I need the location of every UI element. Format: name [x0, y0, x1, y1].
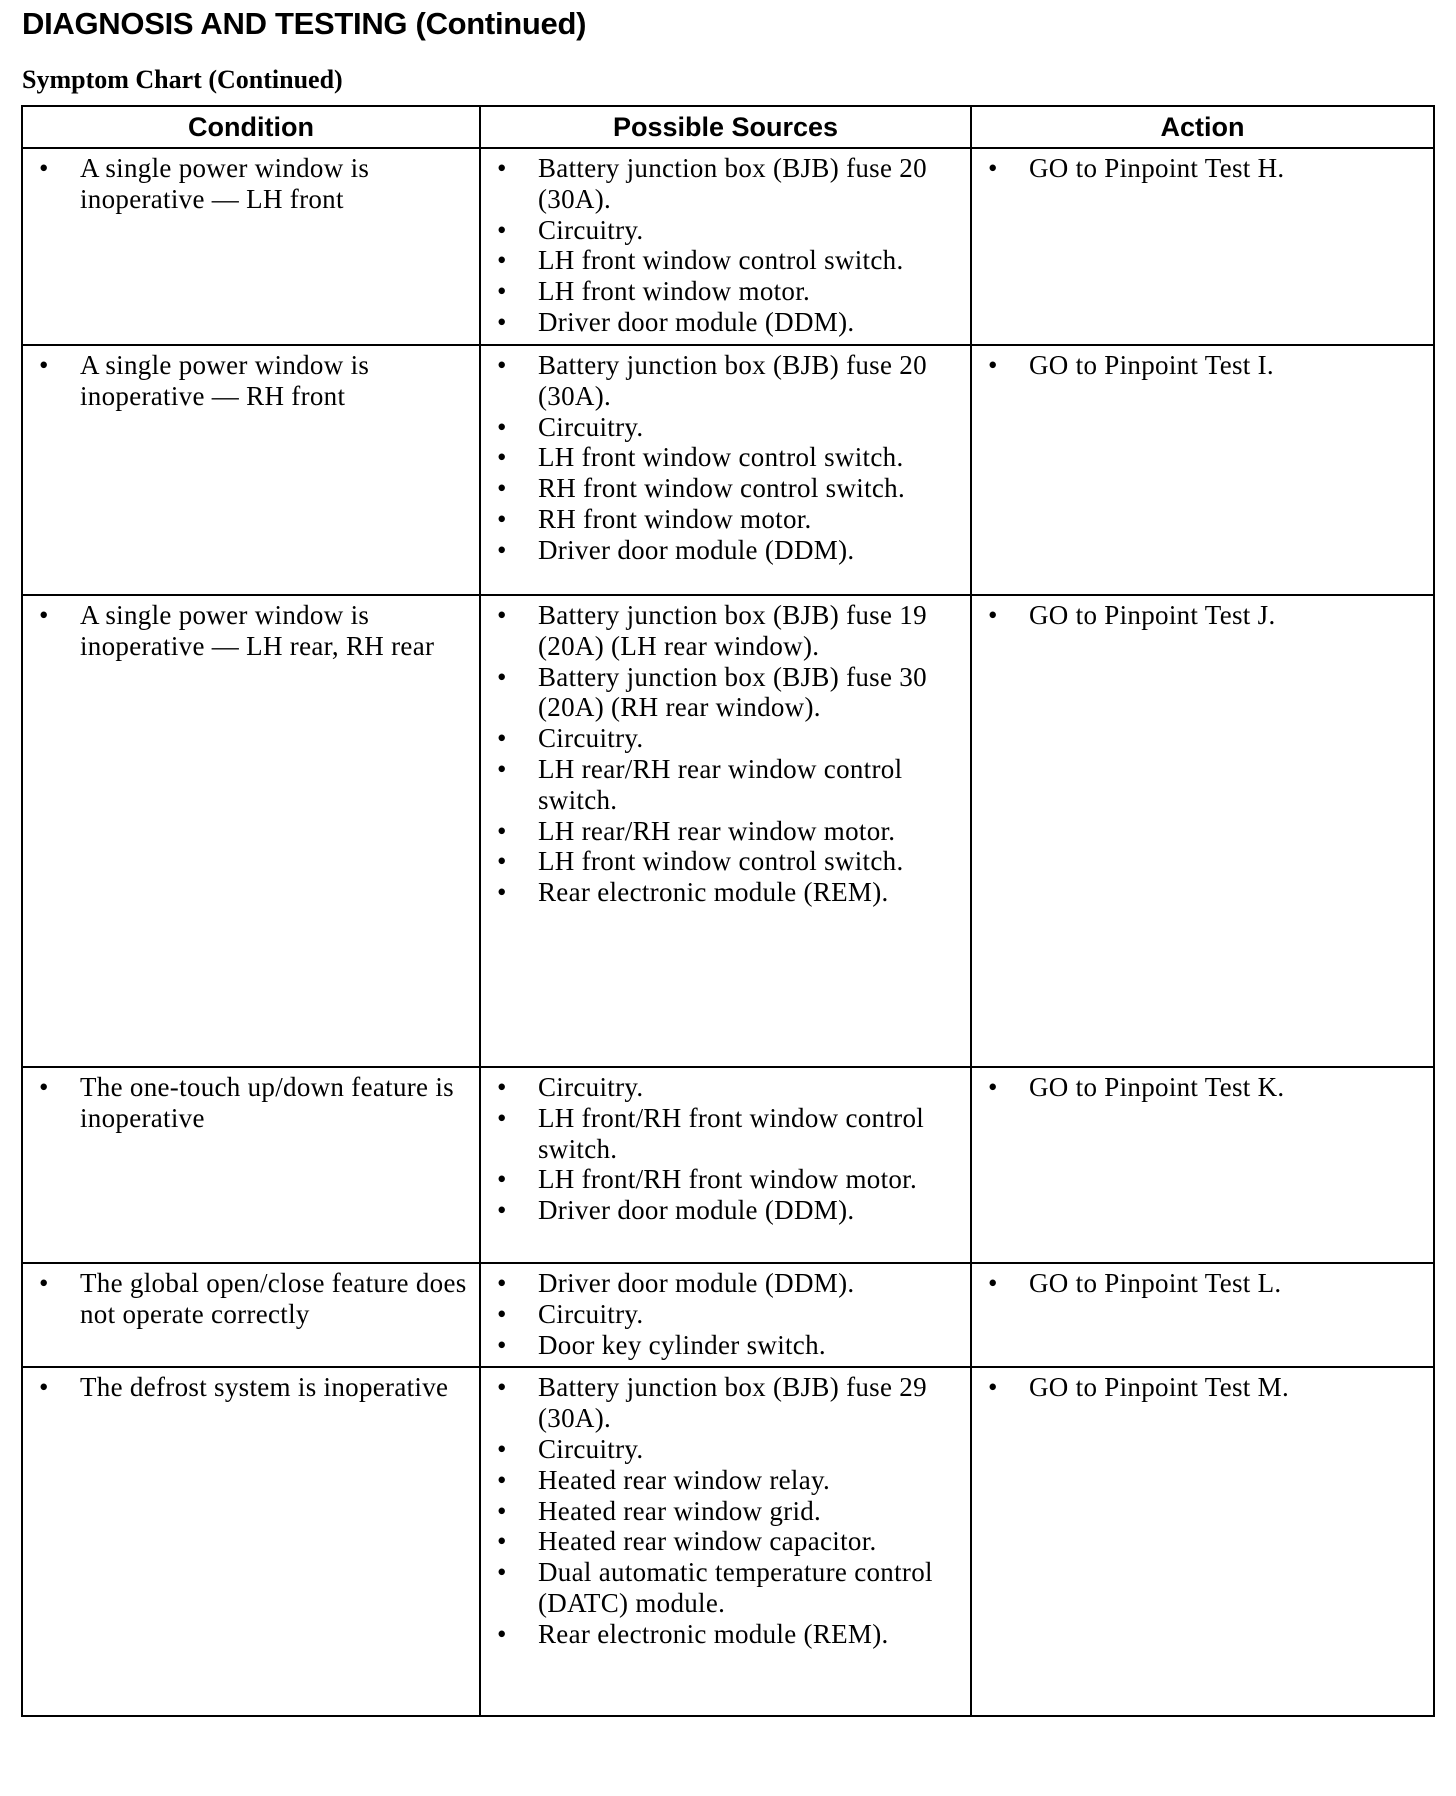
condition-text: • The one-touch up/down feature is inoperative	[33, 1072, 473, 1134]
source-item: • LH front window control switch.	[491, 442, 964, 473]
source-item: • LH front window control switch.	[491, 846, 964, 877]
condition-text: • The global open/close feature does not operate correctly	[33, 1268, 473, 1330]
chart-title: Symptom Chart (Continued)	[22, 65, 343, 94]
action-text: • GO to Pinpoint Test M.	[982, 1372, 1427, 1403]
symptom-chart-table	[21, 105, 1435, 1717]
source-item: • LH front/RH front window control switch.	[491, 1103, 964, 1165]
action-header: Action	[971, 106, 1434, 148]
condition-text: • A single power window is inoperative — RH front	[33, 350, 473, 412]
source-item: • Circuitry.	[491, 1072, 964, 1103]
condition-cell	[22, 1067, 480, 1263]
possible-sources-header: Possible Sources	[480, 106, 971, 148]
action-cell	[971, 595, 1434, 1067]
source-item: • Circuitry.	[491, 723, 964, 754]
sources-cell	[480, 345, 971, 595]
source-item: • Battery junction box (BJB) fuse 29 (30A).	[491, 1372, 964, 1434]
source-item: • Circuitry.	[491, 1299, 964, 1330]
source-item: • Heated rear window capacitor.	[491, 1526, 964, 1557]
condition-cell	[22, 1367, 480, 1716]
action-cell	[971, 1367, 1434, 1716]
sources-cell	[480, 1067, 971, 1263]
condition-cell	[22, 595, 480, 1067]
action-text: • GO to Pinpoint Test K.	[982, 1072, 1427, 1103]
source-item: • Rear electronic module (REM).	[491, 1619, 964, 1650]
source-item: • Door key cylinder switch.	[491, 1330, 964, 1361]
table-row	[22, 148, 1434, 345]
source-item: • LH front/RH front window motor.	[491, 1164, 964, 1195]
action-cell	[971, 148, 1434, 345]
source-item: • Dual automatic temperature control (DATC) module.	[491, 1557, 964, 1619]
source-item: • Circuitry.	[491, 215, 964, 246]
source-item: • Driver door module (DDM).	[491, 1268, 964, 1299]
source-item: • Driver door module (DDM).	[491, 535, 964, 566]
source-item: • Driver door module (DDM).	[491, 1195, 964, 1226]
source-item: • Battery junction box (BJB) fuse 20 (30A).	[491, 153, 964, 215]
page-title: DIAGNOSIS AND TESTING (Continued)	[22, 6, 587, 41]
source-item: • Circuitry.	[491, 412, 964, 443]
sources-cell	[480, 148, 971, 345]
condition-cell	[22, 345, 480, 595]
table-row	[22, 1067, 1434, 1263]
source-item: • Rear electronic module (REM).	[491, 877, 964, 908]
action-cell	[971, 1067, 1434, 1263]
action-cell	[971, 345, 1434, 595]
source-item: • Battery junction box (BJB) fuse 20 (30A).	[491, 350, 964, 412]
condition-header: Condition	[22, 106, 480, 148]
table-row	[22, 1367, 1434, 1716]
source-item: • LH front window motor.	[491, 276, 964, 307]
table-row	[22, 595, 1434, 1067]
condition-text: • A single power window is inoperative — LH rear, RH rear	[33, 600, 473, 662]
source-item: • LH front window control switch.	[491, 245, 964, 276]
source-item: • Battery junction box (BJB) fuse 30 (20A) (RH rear window).	[491, 662, 964, 724]
source-item: • Circuitry.	[491, 1434, 964, 1465]
source-item: • LH rear/RH rear window control switch.	[491, 754, 964, 816]
source-item: • Driver door module (DDM).	[491, 307, 964, 338]
table-row	[22, 1263, 1434, 1367]
source-item: • RH front window control switch.	[491, 473, 964, 504]
source-item: • Heated rear window relay.	[491, 1465, 964, 1496]
source-item: • LH rear/RH rear window motor.	[491, 816, 964, 847]
action-text: • GO to Pinpoint Test J.	[982, 600, 1427, 631]
source-item: • Battery junction box (BJB) fuse 19 (20A) (LH rear window).	[491, 600, 964, 662]
action-cell	[971, 1263, 1434, 1367]
condition-text: • The defrost system is inoperative	[33, 1372, 473, 1403]
action-text: • GO to Pinpoint Test I.	[982, 350, 1427, 381]
source-item: • Heated rear window grid.	[491, 1496, 964, 1527]
sources-cell	[480, 1367, 971, 1716]
condition-cell	[22, 148, 480, 345]
sources-cell	[480, 595, 971, 1067]
sources-cell	[480, 1263, 971, 1367]
condition-text: • A single power window is inoperative — LH front	[33, 153, 473, 215]
action-text: • GO to Pinpoint Test H.	[982, 153, 1427, 184]
action-text: • GO to Pinpoint Test L.	[982, 1268, 1427, 1299]
source-item: • RH front window motor.	[491, 504, 964, 535]
table-header-row	[22, 106, 1434, 148]
condition-cell	[22, 1263, 480, 1367]
table-row	[22, 345, 1434, 595]
